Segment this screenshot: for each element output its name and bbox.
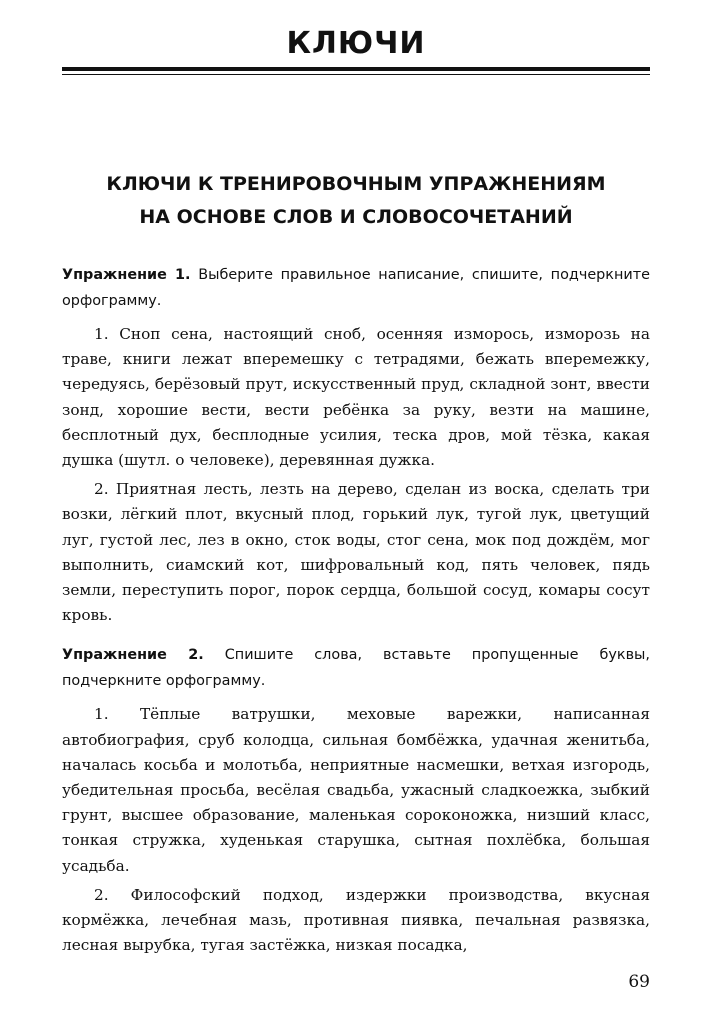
exercise-2-paragraph-2: 2. Философский подход, издержки производства, вкусная кормёжка, лечебная мазь, противная пиявка, печальная развязка, лесная вырубка, тугая застёжка, низкая посадка, [62,885,650,955]
exercise-2-paragraph-1: 1. Тёплые ватрушки, меховые варежки, написанная автобиография, сруб колодца, сильная бомбёжка, удачная женитьба, началась косьба и молотьба, неприятные насмешки, ветхая изгородь, убедительная просьба, весёлая свадьба, ужасный сладкоежка, зыбкий грунт, высшее образование, маленькая сороконожка, низший класс, тонкая стружка, худенькая старушка, сытная похлёбка, большая усадьба. [62,705,650,875]
exercise-2-label: Упражнение 2. [62,647,204,664]
section-heading [62,168,650,234]
header-rule-thin [62,74,650,75]
exercise-1-task-text: Выберите правильное написание, спишите, подчеркните орфограмму. [62,267,650,309]
exercise-1-label: Упражнение 1. [62,267,191,283]
exercise-2-task-text: Спишите слова, вставьте пропущенные буквы, подчеркните орфограмму. [62,647,650,690]
section-heading-line-2: НА ОСНОВЕ СЛОВ И СЛОВОСОЧЕТАНИЙ [139,206,573,228]
section-heading-line-1: КЛЮЧИ К ТРЕНИРОВОЧНЫМ УПРАЖНЕНИЯМ [106,173,606,195]
exercise-1-paragraph-2: 2. Приятная лесть, лезть на дерево, сделан из воска, сделать три возки, лёгкий плот, вкусный плод, горький лук, тугой лук, цветущий луг, густой лес, лез в окно, сток воды, стог сена, мок под дождём, мог выполнить, сиамский кот, шифровальный код, пять человек, пядь земли, переступить порог, порок сердца, большой сосуд, комары сосут кровь. [62,480,650,625]
page-header-title: КЛЮЧИ [286,26,426,61]
page-number: 69 [628,972,650,992]
exercise-1-paragraph-1: 1. Сноп сена, настоящий сноб, осенняя изморось, изморозь на траве, книги лежат вперемешку с тетрадями, бежать вперемежку, чередуясь, берёзовый прут, искусственный пруд, складной зонт, ввести зонд, хорошие вести, вести ребёнка за руку, везти на машине, бесплотный дух, бесплодные усилия, теска дров, мой тёзка, какая душка (шутл. о человеке), деревянная дужка. [62,325,650,470]
exercise-2-task [62,642,650,694]
header-rule-thick [62,67,650,71]
page-content [62,262,650,962]
exercise-1-task [62,262,650,314]
